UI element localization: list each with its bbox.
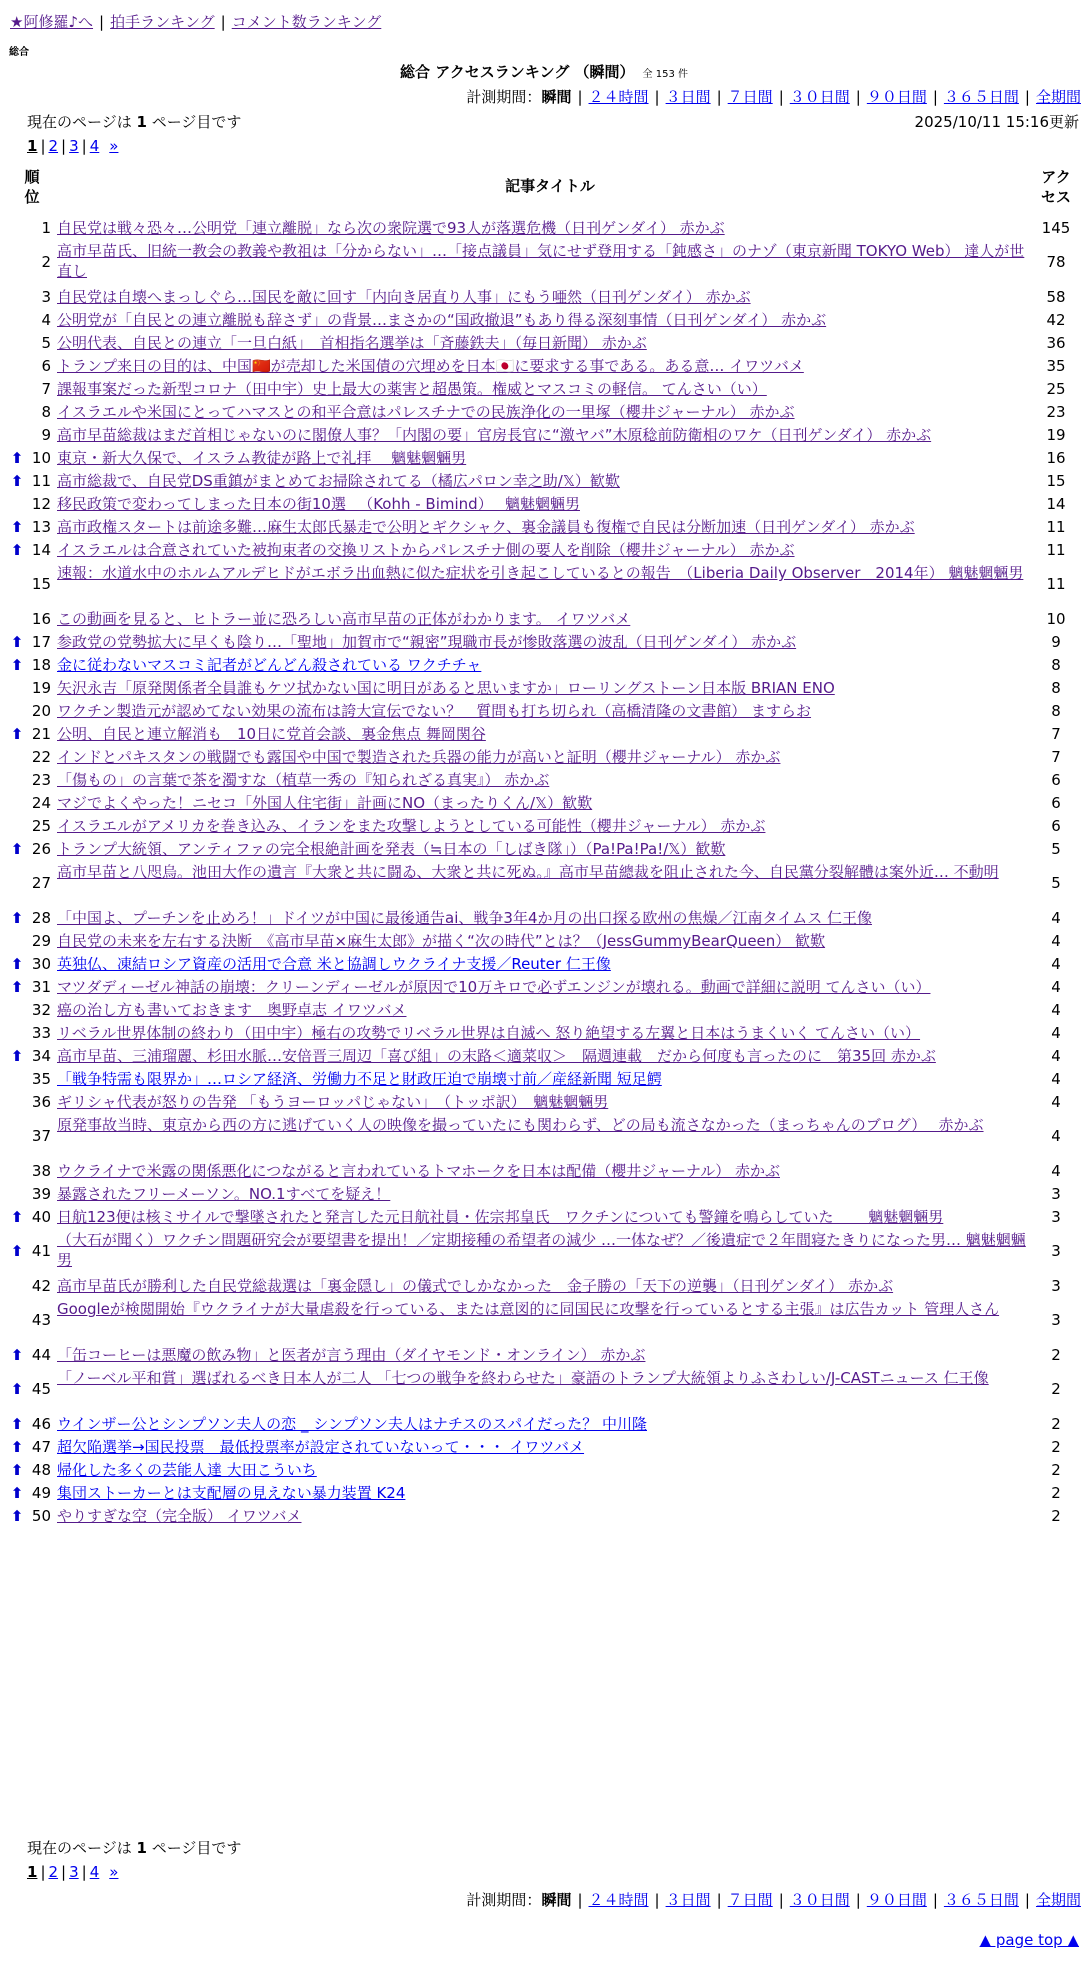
rank-number: 37 bbox=[31, 1127, 51, 1145]
table-row bbox=[0, 400, 1088, 423]
pager-link[interactable]: 4 bbox=[89, 1863, 100, 1881]
table-row bbox=[0, 285, 1088, 308]
article-title-link[interactable]: ギリシャ代表が怒りの告発 「もうヨーロッパじゃない」 （トッポ訳） 魑魅魍魎男 bbox=[57, 1093, 609, 1111]
rank-number: 25 bbox=[31, 817, 51, 835]
rank-number: 46 bbox=[31, 1415, 51, 1433]
table-row bbox=[0, 1159, 1088, 1182]
up-arrow-icon: ⬆ bbox=[10, 1242, 24, 1260]
article-title-link[interactable]: 参政党の党勢拡大に早くも陰り…「聖地」加賀市で“親密”現職市長が惨敗落選の波乱（日刊ゲンダイ） 赤かぶ bbox=[57, 633, 797, 651]
table-row bbox=[0, 653, 1088, 676]
pager-next[interactable]: » bbox=[109, 1863, 119, 1881]
table-row bbox=[0, 607, 1088, 630]
period-link[interactable]: ９０日間 bbox=[866, 88, 927, 106]
rank-number: 21 bbox=[31, 725, 51, 743]
table-row bbox=[0, 952, 1088, 975]
article-title-link[interactable]: イスラエルは合意されていた被拘束者の交換リストからパレスチナ側の要人を削除（櫻井ジャーナル） 赤かぶ bbox=[57, 541, 795, 559]
table-row bbox=[0, 377, 1088, 400]
up-arrow-icon: ⬆ bbox=[10, 955, 24, 973]
article-title-link[interactable]: 自民党は自壊へまっしぐら…国民を敵に回す「内向き居直り人事」にもう唖然（日刊ゲンダイ） 赤かぶ bbox=[57, 288, 751, 306]
rank-number: 4 bbox=[41, 311, 51, 329]
current-page-text: 現在のページは 1 ページ目です bbox=[27, 113, 242, 131]
access-count: 2 bbox=[1051, 1380, 1061, 1398]
rank-number: 26 bbox=[31, 840, 51, 858]
period-link[interactable]: ３日間 bbox=[665, 1891, 711, 1909]
access-count: 5 bbox=[1051, 840, 1061, 858]
period-separator: | bbox=[932, 88, 938, 106]
article-title-link[interactable]: 「戦争特需も限界か」…ロシア経済、労働力不足と財政圧迫で崩壊寸前／産経新聞 短足鰐 bbox=[57, 1070, 662, 1088]
period-link[interactable]: ２４時間 bbox=[588, 1891, 649, 1909]
up-arrow-icon: ⬆ bbox=[10, 1484, 24, 1502]
pager-link[interactable]: 2 bbox=[48, 1863, 59, 1881]
access-count: 2 bbox=[1051, 1415, 1061, 1433]
table-row bbox=[0, 906, 1088, 929]
access-count: 11 bbox=[1046, 575, 1066, 593]
rank-number: 48 bbox=[31, 1461, 51, 1479]
rank-number: 41 bbox=[31, 1242, 51, 1260]
access-count: 4 bbox=[1051, 1093, 1061, 1111]
pager-next[interactable]: » bbox=[109, 137, 119, 155]
access-count: 8 bbox=[1051, 702, 1061, 720]
period-label: 計測期間： bbox=[466, 88, 542, 106]
rank-number: 28 bbox=[31, 909, 51, 927]
access-count: 4 bbox=[1051, 978, 1061, 996]
period-label: 計測期間： bbox=[466, 1891, 542, 1909]
period-separator: | bbox=[778, 88, 784, 106]
article-title-link[interactable]: 自民党は戦々恐々…公明党「連立離脱」なら次の衆院選で93人が落選危機（日刊ゲンダイ） 赤かぶ bbox=[57, 219, 725, 237]
period-selector-bottom bbox=[466, 1890, 1081, 1910]
nav-link[interactable]: ★阿修羅♪へ bbox=[10, 13, 94, 31]
table-row bbox=[0, 538, 1088, 561]
access-count: 4 bbox=[1051, 1001, 1061, 1019]
period-separator: | bbox=[1024, 88, 1030, 106]
rank-number: 36 bbox=[31, 1093, 51, 1111]
current-page-text-bottom: 現在のページは 1 ページ目です bbox=[27, 1839, 242, 1857]
article-title-link[interactable]: 帰化した多くの芸能人達 大田こういち bbox=[57, 1461, 317, 1479]
period-selector-top bbox=[466, 87, 1081, 107]
article-title-link[interactable]: 原発事故当時、東京から西の方に逃げていく人の映像を撮っていたにも関わらず、どの局も流さなかった（まっちゃんのブログ） 赤かぶ bbox=[57, 1116, 984, 1134]
article-title-link[interactable]: 公明党が「自民との連立離脱も辞さず」の背景…まさかの“国政撤退”もあり得る深刻事情（日刊ゲンダイ） 赤かぶ bbox=[57, 311, 827, 329]
rank-number: 9 bbox=[41, 426, 51, 444]
article-title-link[interactable]: イスラエルがアメリカを巻き込み、イランをまた攻撃しようとしている可能性（櫻井ジャーナル） 赤かぶ bbox=[57, 817, 766, 835]
table-row bbox=[0, 1412, 1088, 1435]
article-title-link[interactable]: 金に従わないマスコミ記者がどんどん殺されている ワクチチャ bbox=[57, 656, 482, 674]
pagination-top bbox=[27, 136, 118, 156]
article-title-link[interactable]: リベラル世界体制の終わり（田中宇）極右の攻勢でリベラル世界は自滅へ 怒り絶望する左翼と日本はうまくいく てんさい（い） bbox=[57, 1024, 921, 1042]
access-count: 5 bbox=[1051, 874, 1061, 892]
rank-number: 31 bbox=[31, 978, 51, 996]
table-row bbox=[0, 561, 1088, 607]
article-title-link[interactable]: ワクチン製造元が認めてない効果の流布は誇大宣伝でない？ 質問も打ち切られ（高橋清隆の文書館） ますらお bbox=[57, 702, 812, 720]
article-title-link[interactable]: （大石が聞く）ワクチン問題研究会が要望書を提出！／定期接種の希望者の減少 …一体なぜ？／後遺症で２年間寝たきりになった男… 魑魅魍魎男 bbox=[57, 1231, 1026, 1269]
table-row bbox=[0, 1205, 1088, 1228]
article-title-link[interactable]: マツダディーゼル神話の崩壊：クリーンディーゼルが原因で10万キロで必ずエンジンが壊れる。動画で詳細に説明 てんさい（い） bbox=[57, 978, 931, 996]
up-arrow-icon: ⬆ bbox=[10, 1461, 24, 1479]
access-count: 2 bbox=[1051, 1484, 1061, 1502]
access-count: 4 bbox=[1051, 955, 1061, 973]
up-arrow-icon: ⬆ bbox=[10, 472, 24, 490]
pager-link[interactable]: 4 bbox=[89, 137, 100, 155]
period-link[interactable]: ３０日間 bbox=[789, 1891, 850, 1909]
pager-current: 1 bbox=[27, 1863, 38, 1881]
table-row bbox=[0, 423, 1088, 446]
pager-separator: | bbox=[61, 1863, 67, 1881]
up-arrow-icon: ⬆ bbox=[10, 1438, 24, 1456]
rank-number: 39 bbox=[31, 1185, 51, 1203]
article-title-link[interactable]: 自民党の未来を左右する決断 《高市早苗×麻生太郎》が描く“次の時代”とは？（JessGummyBearQueen） 歓歎 bbox=[57, 932, 826, 950]
table-row bbox=[0, 1481, 1088, 1504]
article-title-link[interactable]: 英独仏、凍結ロシア資産の活用で合意 米と協調しウクライナ支援／Reuter 仁王像 bbox=[57, 955, 611, 973]
period-link[interactable]: 全期間 bbox=[1035, 88, 1081, 106]
article-title-link[interactable]: 公明、自民と連立解消も 10日に党首会談、裏金焦点 舞岡関谷 bbox=[57, 725, 486, 743]
updated-timestamp: 2025/10/11 15:16更新 bbox=[914, 113, 1079, 131]
article-title-link[interactable]: マジでよくやった！ニセコ「外国人住宅街」計画にNO（まったりくん/𝕏）歓歎 bbox=[57, 794, 593, 812]
access-count: 58 bbox=[1046, 288, 1066, 306]
pager-separator: | bbox=[81, 1863, 87, 1881]
table-row bbox=[0, 1274, 1088, 1297]
table-row bbox=[0, 975, 1088, 998]
pager-separator: | bbox=[40, 137, 46, 155]
access-count: 3 bbox=[1051, 1242, 1061, 1260]
nav-separator: | bbox=[220, 13, 226, 31]
rank-number: 16 bbox=[31, 610, 51, 628]
table-row bbox=[0, 492, 1088, 515]
rank-number: 47 bbox=[31, 1438, 51, 1456]
access-count: 6 bbox=[1051, 771, 1061, 789]
article-title-link[interactable]: 「傷もの」の言葉で茶を濁すな（植草一秀の『知られざる真実』） 赤かぶ bbox=[57, 771, 550, 789]
rank-number: 43 bbox=[31, 1311, 51, 1329]
access-count: 3 bbox=[1051, 1208, 1061, 1226]
article-title-link[interactable]: 高市早苗氏、旧統一教会の教義や教祖は「分からない」…「接点議員」気にせず登用する「鈍感さ」のナゾ（東京新聞 TOKYO Web） 達人が世直し bbox=[57, 242, 1025, 280]
article-title-link[interactable]: 公明代表、自民との連立「一旦白紙」 首相指名選挙は「斉藤鉄夫」（毎日新聞） 赤かぶ bbox=[57, 334, 647, 352]
article-title-link[interactable]: 「缶コーヒーは悪魔の飲み物」と医者が言う理由（ダイヤモンド・オンライン） 赤かぶ bbox=[57, 1346, 646, 1364]
ranking-title bbox=[0, 62, 1088, 85]
period-separator: | bbox=[577, 88, 583, 106]
up-arrow-icon: ⬆ bbox=[10, 909, 24, 927]
up-arrow-icon: ⬆ bbox=[10, 1208, 24, 1226]
table-row bbox=[0, 860, 1088, 906]
up-arrow-icon: ⬆ bbox=[10, 840, 24, 858]
period-separator: | bbox=[654, 1891, 660, 1909]
table-row bbox=[0, 446, 1088, 469]
period-link[interactable]: ２４時間 bbox=[588, 88, 649, 106]
pager-link[interactable]: 3 bbox=[69, 1863, 79, 1881]
pager-separator: | bbox=[61, 137, 67, 155]
table-row bbox=[0, 1366, 1088, 1412]
rank-number: 33 bbox=[31, 1024, 51, 1042]
article-title-link[interactable]: 「中国よ、プーチンを止めろ！」ドイツが中国に最後通告ai、戦争3年4か月の出口探る欧州の焦燥／江南タイムス 仁王像 bbox=[57, 909, 872, 927]
article-title-link[interactable]: トランプ来日の目的は、中国🇨🇳が売却した米国債の穴埋めを日本🇯🇵に要求する事である。ある意… イワツバメ bbox=[57, 357, 804, 375]
article-title-link[interactable]: やりすぎな空（完全版） イワツバメ bbox=[57, 1507, 302, 1525]
pager-link[interactable]: 2 bbox=[48, 137, 59, 155]
rank-number: 17 bbox=[31, 633, 51, 651]
article-title-link[interactable]: 高市早苗氏が勝利した自民党総裁選は「裏金隠し」の儀式でしかなかった 金子勝の「天下の逆襲」（日刊ゲンダイ） 赤かぶ bbox=[57, 1277, 894, 1295]
rank-number: 45 bbox=[31, 1380, 51, 1398]
table-row bbox=[0, 1228, 1088, 1274]
article-title-link[interactable]: 高市早苗と八咫烏。池田大作の遺言『大衆と共に闘ゐ、大衆と共に死ぬ。』高市早苗總裁を阻止された今、自民黨分裂解體は案外近… 不動明 bbox=[57, 863, 999, 881]
current-page-number: 1 bbox=[136, 113, 147, 131]
rank-number: 35 bbox=[31, 1070, 51, 1088]
table-row bbox=[0, 216, 1088, 239]
article-title-link[interactable]: 東京・新大久保で、イスラム教徒が路上で礼拝 魑魅魍魎男 bbox=[57, 449, 467, 467]
period-link[interactable]: ３０日間 bbox=[789, 88, 850, 106]
access-count: 145 bbox=[1041, 219, 1071, 237]
table-row bbox=[0, 1458, 1088, 1481]
article-title-link[interactable]: 課報事案だった新型コロナ（田中宇）史上最大の薬害と超愚策。権威とマスコミの軽信。 てんさい（い） bbox=[57, 380, 767, 398]
access-count: 35 bbox=[1046, 357, 1066, 375]
rank-number: 10 bbox=[31, 449, 51, 467]
up-arrow-icon: ⬆ bbox=[10, 978, 24, 996]
access-count: 2 bbox=[1051, 1461, 1061, 1479]
current-page-number: 1 bbox=[136, 1839, 147, 1857]
table-row bbox=[0, 1504, 1088, 1527]
period-separator: | bbox=[577, 1891, 583, 1909]
rank-column-header: 順 位 bbox=[24, 168, 40, 206]
table-row bbox=[0, 998, 1088, 1021]
article-title-link[interactable]: 「ノーベル平和賞」選ばれるべき日本人が二人 「七つの戦争を終わらせた」豪語のトランプ大統領よりふさわしい/J-CASTニュース 仁王像 bbox=[57, 1369, 989, 1387]
period-current: 瞬間 bbox=[541, 88, 572, 106]
nav-separator: | bbox=[99, 13, 105, 31]
rank-number: 12 bbox=[31, 495, 51, 513]
article-title-link[interactable]: イスラエルや米国にとってハマスとの和平合意はパレスチナでの民族浄化の一里塚（櫻井ジャーナル） 赤かぶ bbox=[57, 403, 795, 421]
title-column-header: 記事タイトル bbox=[505, 177, 595, 195]
article-title-link[interactable]: ウインザー公とシンプソン夫人の恋 _ シンプソン夫人はナチスのスパイだった？ 中川隆 bbox=[57, 1415, 648, 1433]
access-count: 2 bbox=[1051, 1438, 1061, 1456]
period-separator: | bbox=[855, 1891, 861, 1909]
access-count: 3 bbox=[1051, 1311, 1061, 1329]
table-row bbox=[0, 676, 1088, 699]
access-count: 10 bbox=[1046, 610, 1066, 628]
access-count: 15 bbox=[1046, 472, 1066, 490]
period-link[interactable]: 全期間 bbox=[1035, 1891, 1081, 1909]
rank-number: 44 bbox=[31, 1346, 51, 1364]
access-count: 7 bbox=[1051, 725, 1061, 743]
page-title: 総合 アクセスランキング （瞬間） bbox=[400, 63, 635, 81]
rank-number: 6 bbox=[41, 357, 51, 375]
access-column-header: アク セス bbox=[1040, 168, 1071, 206]
table-row bbox=[0, 331, 1088, 354]
rank-number: 27 bbox=[31, 874, 51, 892]
access-count: 4 bbox=[1051, 909, 1061, 927]
up-arrow-icon: ⬆ bbox=[10, 518, 24, 536]
article-title-link[interactable]: 癌の治し方も書いておきます 奥野卓志 イワツバメ bbox=[57, 1001, 407, 1019]
article-title-link[interactable]: 高市総裁で、自民党DS重鎮がまとめてお掃除されてる（橘広パロン幸之助/𝕏）歓歎 bbox=[57, 472, 620, 490]
period-separator: | bbox=[1024, 1891, 1030, 1909]
article-title-link[interactable]: 暴露されたフリーメーソン。NO.1すべてを疑え！ bbox=[57, 1185, 391, 1203]
table-row bbox=[0, 515, 1088, 538]
article-title-link[interactable]: トランプ大統領、アンティファの完全根絶計画を発表（≒日本の「しばき隊」）（Pa!Pa!Pa!/𝕏）歓歎 bbox=[57, 840, 726, 858]
table-row bbox=[0, 837, 1088, 860]
up-arrow-icon: ⬆ bbox=[10, 1047, 24, 1065]
up-arrow-icon: ⬆ bbox=[10, 541, 24, 559]
period-link[interactable]: ７日間 bbox=[727, 1891, 773, 1909]
period-separator: | bbox=[716, 88, 722, 106]
nav-link[interactable]: 拍手ランキング bbox=[110, 13, 215, 31]
rank-number: 42 bbox=[31, 1277, 51, 1295]
rank-number: 20 bbox=[31, 702, 51, 720]
table-row bbox=[0, 722, 1088, 745]
access-count: 6 bbox=[1051, 794, 1061, 812]
article-title-link[interactable]: 高市早苗、三浦瑠麗、杉田水脈…安倍晋三周辺「喜び組」の末路＜適菜収＞ 隔週連載 だから何度も言ったのに 第35回 赤かぶ bbox=[57, 1047, 936, 1065]
table-row bbox=[0, 1067, 1088, 1090]
access-count: 4 bbox=[1051, 1070, 1061, 1088]
access-count: 8 bbox=[1051, 656, 1061, 674]
access-count: 23 bbox=[1046, 403, 1066, 421]
access-count: 42 bbox=[1046, 311, 1066, 329]
period-current: 瞬間 bbox=[541, 1891, 572, 1909]
access-count: 16 bbox=[1046, 449, 1066, 467]
access-count: 7 bbox=[1051, 748, 1061, 766]
rank-number: 13 bbox=[31, 518, 51, 536]
article-title-link[interactable]: この動画を見ると、ヒトラー並に恐ろしい高市早苗の正体がわかります。 イワツバメ bbox=[57, 610, 631, 628]
period-link[interactable]: ７日間 bbox=[727, 88, 773, 106]
table-row bbox=[0, 745, 1088, 768]
rank-number: 22 bbox=[31, 748, 51, 766]
total-count: 全 153 件 bbox=[642, 69, 688, 80]
rank-number: 49 bbox=[31, 1484, 51, 1502]
rank-number: 3 bbox=[41, 288, 51, 306]
nav-link[interactable]: コメント数ランキング bbox=[231, 13, 382, 31]
period-link[interactable]: ９０日間 bbox=[866, 1891, 927, 1909]
top-nav bbox=[10, 12, 381, 32]
article-title-link[interactable]: ウクライナで米露の関係悪化につながると言われているトマホークを日本は配備（櫻井ジャーナル） 赤かぶ bbox=[57, 1162, 780, 1180]
pager-link[interactable]: 3 bbox=[69, 137, 79, 155]
article-title-link[interactable]: Googleが検閲開始『ウクライナが大量虐殺を行っている、または意図的に同国民に攻撃を行っているとする主張』は広告カット 管理人さん bbox=[57, 1300, 1000, 1318]
period-separator: | bbox=[716, 1891, 722, 1909]
period-link[interactable]: ３６５日間 bbox=[943, 88, 1019, 106]
access-count: 78 bbox=[1046, 253, 1066, 271]
up-arrow-icon: ⬆ bbox=[10, 1380, 24, 1398]
table-row bbox=[0, 469, 1088, 492]
article-title-link[interactable]: インドとパキスタンの戦闘でも露国や中国で製造された兵器の能力が高いと証明（櫻井ジャーナル） 赤かぶ bbox=[57, 748, 781, 766]
table-row bbox=[0, 239, 1088, 285]
table-header bbox=[0, 162, 1088, 212]
period-separator: | bbox=[932, 1891, 938, 1909]
access-count: 6 bbox=[1051, 817, 1061, 835]
table-row bbox=[0, 1435, 1088, 1458]
pager-current: 1 bbox=[27, 137, 38, 155]
up-arrow-icon: ⬆ bbox=[10, 1507, 24, 1525]
rank-number: 2 bbox=[41, 253, 51, 271]
table-row bbox=[0, 699, 1088, 722]
rank-number: 7 bbox=[41, 380, 51, 398]
category-label: 総合 bbox=[9, 47, 29, 58]
access-count: 11 bbox=[1046, 541, 1066, 559]
table-row bbox=[0, 630, 1088, 653]
access-count: 25 bbox=[1046, 380, 1066, 398]
access-count: 4 bbox=[1051, 1127, 1061, 1145]
period-separator: | bbox=[778, 1891, 784, 1909]
table-row bbox=[0, 814, 1088, 837]
access-count: 4 bbox=[1051, 1162, 1061, 1180]
rank-number: 1 bbox=[41, 219, 51, 237]
period-separator: | bbox=[855, 88, 861, 106]
pagination-bottom bbox=[27, 1862, 118, 1882]
article-title-link[interactable]: 矢沢永吉「原発関係者全員誰もケツ拭かない国に明日があると思いますか」ローリングストーン日本版 BRIAN ENO bbox=[57, 679, 835, 697]
up-arrow-icon: ⬆ bbox=[10, 1346, 24, 1364]
access-count: 8 bbox=[1051, 679, 1061, 697]
rank-number: 34 bbox=[31, 1047, 51, 1065]
article-title-link[interactable]: 高市政権スタートは前途多難…麻生太郎氏暴走で公明とギクシャク、裏金議員も復権で自民は分断加速（日刊ゲンダイ） 赤かぶ bbox=[57, 518, 915, 536]
rank-number: 40 bbox=[31, 1208, 51, 1226]
article-title-link[interactable]: 移民政策で変わってしまった日本の街10選 （Kohh - Bimind） 魑魅魍魎男 bbox=[57, 495, 580, 513]
up-arrow-icon: ⬆ bbox=[10, 449, 24, 467]
rank-number: 15 bbox=[31, 575, 51, 593]
rank-number: 14 bbox=[31, 541, 51, 559]
period-separator: | bbox=[654, 88, 660, 106]
article-title-link[interactable]: 速報：水道水中のホルムアルデヒドがエボラ出血熱に似た症状を引き起こしているとの報告 （Liberia Daily Observer 2014年） 魑魅魍魎男 bbox=[57, 564, 1024, 582]
pager-separator: | bbox=[40, 1863, 46, 1881]
rank-number: 8 bbox=[41, 403, 51, 421]
table-row bbox=[0, 929, 1088, 952]
table-row bbox=[0, 1113, 1088, 1159]
access-count: 9 bbox=[1051, 633, 1061, 651]
period-link[interactable]: ３日間 bbox=[665, 88, 711, 106]
up-arrow-icon: ⬆ bbox=[10, 633, 24, 651]
access-count: 2 bbox=[1051, 1507, 1061, 1525]
table-row bbox=[0, 791, 1088, 814]
up-arrow-icon: ⬆ bbox=[10, 656, 24, 674]
table-row bbox=[0, 1044, 1088, 1067]
access-count: 4 bbox=[1051, 932, 1061, 950]
access-count: 19 bbox=[1046, 426, 1066, 444]
access-count: 3 bbox=[1051, 1185, 1061, 1203]
rank-number: 23 bbox=[31, 771, 51, 789]
up-arrow-icon: ⬆ bbox=[10, 1415, 24, 1433]
up-arrow-icon: ⬆ bbox=[10, 725, 24, 743]
article-title-link[interactable]: 高市早苗総裁はまだ首相じゃないのに閣僚人事？「内閣の要」官房長官に“激ヤバ”木原稔前防衛相のワケ（日刊ゲンダイ） 赤かぶ bbox=[57, 426, 932, 444]
rank-number: 19 bbox=[31, 679, 51, 697]
access-count: 11 bbox=[1046, 518, 1066, 536]
access-count: 36 bbox=[1046, 334, 1066, 352]
access-count: 2 bbox=[1051, 1346, 1061, 1364]
table-row bbox=[0, 1343, 1088, 1366]
rank-number: 24 bbox=[31, 794, 51, 812]
access-count: 3 bbox=[1051, 1277, 1061, 1295]
rank-number: 5 bbox=[41, 334, 51, 352]
table-row bbox=[0, 308, 1088, 331]
article-title-link[interactable]: 集団ストーカーとは支配層の見えない暴力装置 K24 bbox=[57, 1484, 406, 1502]
table-row bbox=[0, 1182, 1088, 1205]
rank-number: 11 bbox=[31, 472, 51, 490]
rank-number: 30 bbox=[31, 955, 51, 973]
rank-number: 50 bbox=[31, 1507, 51, 1525]
table-row bbox=[0, 1090, 1088, 1113]
rank-number: 29 bbox=[31, 932, 51, 950]
rank-number: 38 bbox=[31, 1162, 51, 1180]
pager-separator: | bbox=[81, 137, 87, 155]
table-row bbox=[0, 768, 1088, 791]
rank-number: 18 bbox=[31, 656, 51, 674]
table-row bbox=[0, 1021, 1088, 1044]
page-top-link[interactable]: ▲ page top ▲ bbox=[979, 1931, 1079, 1949]
article-title-link[interactable]: 超欠陥選挙→国民投票 最低投票率が設定されていないって・・・ イワツバメ bbox=[57, 1438, 585, 1456]
access-count: 4 bbox=[1051, 1024, 1061, 1042]
table-row bbox=[0, 354, 1088, 377]
period-link[interactable]: ３６５日間 bbox=[943, 1891, 1019, 1909]
access-count: 14 bbox=[1046, 495, 1066, 513]
article-title-link[interactable]: 日航123便は核ミサイルで撃墜されたと発言した元日航社員・佐宗邦皇氏 ワクチンについても警鐘を鳴らしていた 魑魅魍魎男 bbox=[57, 1208, 944, 1226]
ranking-list bbox=[0, 216, 1088, 1527]
rank-number: 32 bbox=[31, 1001, 51, 1019]
access-count: 4 bbox=[1051, 1047, 1061, 1065]
table-row bbox=[0, 1297, 1088, 1343]
